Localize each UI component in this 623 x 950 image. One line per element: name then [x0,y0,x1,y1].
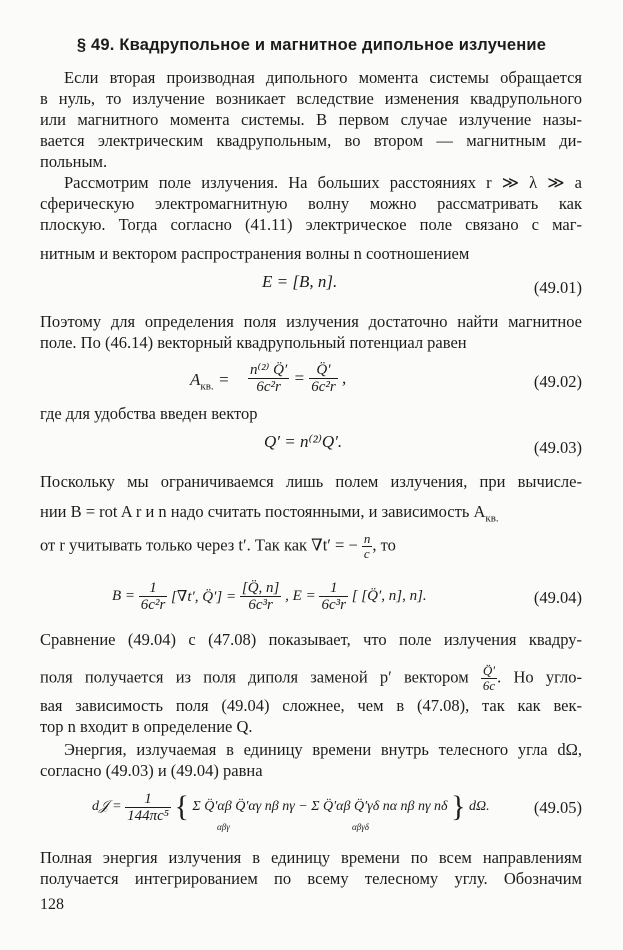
equation-subscript: кв. [200,380,214,393]
text-line: или магнитного момента системы. В первом случае излучение назы- [40,110,582,129]
equation-lhs: A [190,370,201,389]
text-line: вается электрическим квадрупольным, во втором — магнитным ди- [40,131,582,150]
text-line: Поскольку мы ограничиваемся лишь полем излучения, при вычисле- [40,472,582,491]
fraction-denominator: 6c²r [256,379,281,395]
text-line: Рассмотрим поле излучения. На больших расстояниях r ≫ λ ≫ a [64,173,582,192]
equation-part: d𝒥 = [92,799,122,814]
equation-number: (49.05) [533,798,582,817]
equation-part: B = [112,588,136,604]
fraction-denominator: c [363,546,370,561]
equation-tail: , [341,368,347,388]
text-line: получается интегрированием по всему телесному углу. Обозначим [40,869,582,888]
equation-part: Σ Q̈′αβ Q̈′αγ nβ nγ − Σ Q̈′αβ Q̈′γδ nα nβ nγ nδ [192,799,448,814]
fraction-denominator: 6c³r [248,597,273,613]
equation-part: dΩ. [468,799,490,814]
text-line [40,532,582,561]
text-fragment: нии B = rot A r и n надо считать постоянными, и зависимость A [40,502,486,521]
fraction-numerator: [Q̈, n] [241,580,280,596]
fraction-denominator: 144πc⁵ [127,807,169,824]
fraction-numerator: Q̈′ [481,664,497,679]
equation-number: (49.01) [533,278,582,297]
text-line: вая зависимость поля (49.04) сложнее, чем в (47.08), так как век- [40,696,582,715]
page-number: 128 [40,896,64,913]
fraction-numerator: 1 [139,580,168,597]
sum-index: αβγ [217,822,230,832]
text-line: нитным и вектором распространения волны n соотношением [40,244,470,263]
text-line [40,664,582,693]
text-line: сферическую электромагнитную волну можно рассматривать как [40,194,582,213]
text-line: где для удобства введен вектор [40,404,258,423]
fraction-denominator: 6c [482,678,496,693]
text-line: тор n входит в определение Q. [40,717,253,736]
equals-sign: = [217,370,230,389]
text-line: Полная энергия излучения в единицу времени по всем направлениям [40,848,582,867]
fraction-denominator: 6c³r [321,597,346,613]
equation-49-02 [40,360,582,404]
fraction-numerator: n [363,531,371,546]
fraction-numerator: 1 [319,580,348,597]
text-fragment: поля получается из поля диполя заменой p′ вектором [40,667,469,687]
section-title: § 49. Квадрупольное и магнитное дипольное излучение [76,36,547,54]
equation-49-05 [40,784,582,836]
equals-sign: = [293,368,305,388]
right-brace: } [451,790,466,823]
fraction-denominator: 6c²r [311,379,336,395]
left-brace: { [174,790,189,823]
text-line: поле. По (46.14) векторный квадрупольный потенциал равен [40,333,467,352]
equation-part: , E = [285,588,316,604]
equation-body: Q′ = n⁽²⁾Q′. [264,432,343,451]
equation-49-03 [40,432,582,472]
equation-number: (49.04) [533,588,582,607]
text-line: в нуль, то излучение возникает вследствие изменения квадрупольного [40,89,582,108]
text-fragment: . Но угло- [497,667,583,687]
subscript: кв. [485,512,499,525]
equation-body: E = [B, n]. [262,272,338,291]
equation-part: [ [Q̈′, n], n]. [351,588,427,604]
fraction-numerator: 1 [125,791,171,808]
equation-49-01 [40,272,582,312]
text-fragment: , то [372,535,396,555]
fraction-numerator: n⁽²⁾ Q̈′ [250,362,288,378]
fraction-numerator: Q̈′ [309,362,338,379]
text-line: плоскую. Тогда согласно (41.11) электрическое поле связано с маг- [40,215,582,234]
text-line: Энергия, излучаемая в единицу времени внутрь телесного угла dΩ, [64,740,582,759]
equation-number: (49.03) [533,438,582,457]
equation-number: (49.02) [533,372,582,391]
text-line [40,502,582,528]
equation-part: [∇t′, Q̈′] = [171,589,237,605]
sum-index: αβγδ [352,822,369,832]
fraction-denominator: 6c²r [140,597,166,613]
equation-49-04 [40,576,582,620]
text-line: согласно (49.03) и (49.04) равна [40,761,263,780]
text-line: Если вторая производная дипольного момента системы обращается [64,68,582,87]
text-line: Сравнение (49.04) с (47.08) показывает, что поле излучения квадру- [40,630,582,649]
text-fragment: от r учитывать только через t′. Так как ∇t′ = − [40,535,358,555]
text-line: Поэтому для определения поля излучения достаточно найти магнитное [40,312,582,331]
text-line: польным. [40,152,108,171]
